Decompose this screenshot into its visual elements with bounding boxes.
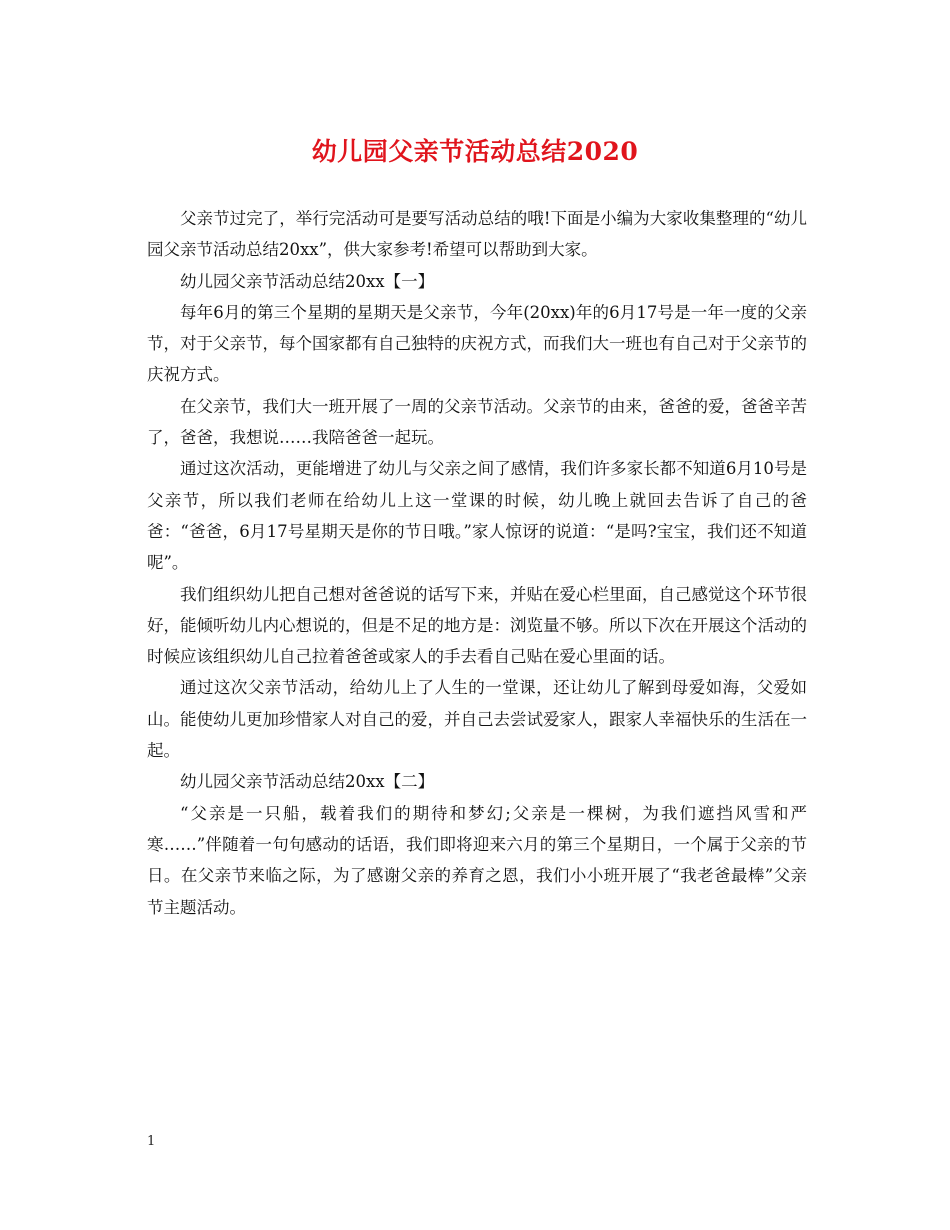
section-heading-1: 幼儿园父亲节活动总结20xx【一】 — [180, 271, 435, 291]
body-paragraph: 通过这次活动，更能增进了幼儿与父亲之间了感情，我们许多家长都不知道6月10号是父亲节，所以我们老师在给幼儿上这一堂课的时候，幼儿晚上就回去告诉了自己的爸爸：“爸爸，6月17号星期天是你的节日哦。”家人惊讶的说道：“是吗?宝宝，我们还不知道呢”。 — [147, 459, 807, 573]
body-paragraph: 通过这次父亲节活动，给幼儿上了人生的一堂课，还让幼儿了解到母爱如海，父爱如山。能使幼儿更加珍惜家人对自己的爱，并自己去尝试爱家人，跟家人幸福快乐的生活在一起。 — [147, 678, 807, 761]
document-body — [147, 203, 807, 923]
body-paragraph: 每年6月的第三个星期的星期天是父亲节，今年(20xx)年的6月17号是一年一度的父亲节，对于父亲节，每个国家都有自己独特的庆祝方式，而我们大一班也有自己对于父亲节的庆祝方式。 — [147, 302, 807, 385]
page-number: 1 — [147, 1134, 156, 1149]
body-paragraph: 我们组织幼儿把自己想对爸爸说的话写下来，并贴在爱心栏里面，自己感觉这个环节很好，能倾听幼儿内心想说的，但是不足的地方是：浏览量不够。所以下次在开展这个活动的时候应该组织幼儿自己拉着爸爸或家人的手去看自己贴在爱心里面的话。 — [147, 584, 807, 667]
intro-paragraph: 父亲节过完了，举行完活动可是要写活动总结的哦!下面是小编为大家收集整理的“幼儿园父亲节活动总结20xx”，供大家参考!希望可以帮助到大家。 — [147, 209, 807, 260]
body-paragraph: “父亲是一只船，载着我们的期待和梦幻;父亲是一棵树，为我们遮挡风雪和严寒……”伴随着一句句感动的话语，我们即将迎来六月的第三个星期日，一个属于父亲的节日。在父亲节来临之际，为了感谢父亲的养育之恩，我们小小班开展了“我老爸最棒”父亲节主题活动。 — [147, 803, 807, 917]
section-heading-2: 幼儿园父亲节活动总结20xx【二】 — [180, 772, 435, 792]
document-title: 幼儿园父亲节活动总结2020 — [311, 137, 639, 166]
body-paragraph: 在父亲节，我们大一班开展了一周的父亲节活动。父亲节的由来，爸爸的爱，爸爸辛苦了，爸爸，我想说……我陪爸爸一起玩。 — [147, 396, 807, 448]
